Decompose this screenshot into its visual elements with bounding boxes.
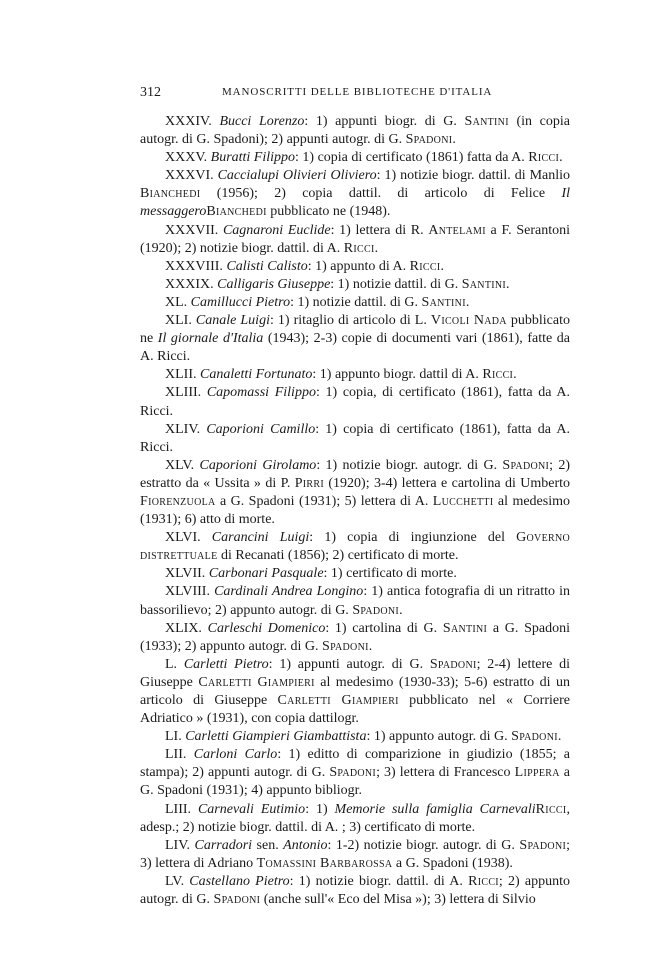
running-title: MANOSCRITTI DELLE BIBLIOTECHE D'ITALIA (222, 86, 493, 98)
entry (140, 801, 570, 837)
author-name: Santini (421, 294, 466, 310)
entry-text: ; 2) estratto da « Ussita » di P. (140, 457, 571, 491)
entry-name: Carancini Luigi (211, 530, 310, 546)
entry-text: : 1) copia di certificato (1861) fatta da A. (295, 150, 529, 166)
entry-text: a G. Spadoni (1938). (392, 855, 513, 871)
entry-name: Carleschi Domenico (207, 620, 326, 636)
entry-text: pubblicato ne (266, 204, 350, 220)
italic-title: Il giornale d'Italia (157, 331, 264, 347)
author-name: Ricci (535, 801, 567, 817)
entry-name: Cagnaroni Euclide (222, 222, 331, 238)
author-name: Santini (442, 620, 488, 636)
entry-number: XLVII. (165, 566, 206, 582)
entry (140, 366, 570, 384)
entry-text: : 1) notizie biogr. dattil. di A. (289, 873, 469, 889)
entry-text: (1948). (349, 204, 391, 220)
entry-text: ; 2-4) lettere di Giuseppe (140, 656, 570, 690)
entry (140, 384, 570, 420)
entry (140, 276, 570, 294)
author-name: Lucchetti (432, 493, 494, 509)
entry-text: . (506, 276, 510, 292)
entry-number: XXXV. (165, 150, 208, 166)
entry (140, 149, 570, 167)
entry-text: : 1) appunto biogr. dattil di A. (312, 367, 483, 383)
entry-text: a G. Spadoni (1931); 5) lettera di A. (215, 493, 433, 509)
author-name: Spadoni (213, 892, 261, 908)
entry-text: pubblicato ne (140, 313, 570, 347)
author-name: Ricci (409, 258, 441, 274)
entry-text: pubblicato nel « Corriere Adriatico » (1931), con copia dattilogr. (140, 693, 570, 727)
entry-number: XLVIII. (165, 584, 210, 600)
entry-text: (anche sull'« Eco del Misa »); 3) lettera di Silvio (260, 892, 536, 908)
entry-number: XLVI. (165, 530, 201, 546)
entry-number: L. (165, 656, 178, 672)
author-name: Santini (464, 114, 509, 129)
entry-text: : 1) copia di certificato (1861), fatta da A. Ricci. (140, 421, 570, 455)
entry-name: Carloni Carlo (193, 747, 278, 763)
entry-name: Carletti Giampieri Giambattista (185, 729, 367, 745)
entry-text: ; 3) lettera di Adriano (140, 837, 570, 871)
entry-number: LIV. (165, 837, 191, 853)
author-name: Spadoni (321, 638, 369, 654)
entry-name: Canaletti Fortunato (200, 367, 313, 383)
entry-number: XLIX. (165, 620, 202, 636)
entry-text: (in copia autogr. di G. Spadoni); 2) appunti autogr. di G. (140, 114, 570, 148)
author-name: Spadoni (329, 765, 377, 781)
entry-name: Carletti Pietro (183, 656, 269, 672)
entry-number: XLII. (165, 367, 197, 383)
entry-name: Antonio (283, 837, 328, 853)
author-name: Spadoni (405, 132, 453, 148)
entry (140, 258, 570, 276)
entry-text: . (557, 729, 562, 745)
entry (140, 312, 570, 366)
entry-text: a G. Spadoni (1931); 4) appunto bibliogr. (140, 765, 571, 799)
entry-text: (1920); 3-4) lettera e cartolina di Umberto (324, 475, 571, 491)
entry-name: Carbonari Pasquale (208, 566, 324, 582)
entry-number: LIII. (165, 801, 192, 817)
entry-text: . (559, 150, 563, 166)
entry-number: LII. (165, 747, 187, 763)
entry-text: : 1) notizie dattil. di G. (330, 276, 462, 292)
author-name: Ricci (343, 240, 375, 256)
entry-text: a F. Serantoni (1920); 2) notizie biogr. dattil. di A. (140, 222, 570, 256)
entry-number: XLIII. (165, 385, 202, 401)
entry-text: sen. (252, 837, 284, 853)
entry-text: di Recanati (1856); 2) certificato di morte. (217, 548, 459, 564)
entry-name: Carnevali Eutimio (197, 801, 306, 817)
entry-number: XXXVI. (165, 168, 214, 184)
author-name: Bianchedi (140, 186, 201, 202)
author-name: Antelami (428, 222, 486, 238)
entry-text: ; 3) certificato di morte. (341, 819, 476, 835)
entry-name: Caccialupi Olivieri Oliviero (217, 168, 377, 184)
entry-text: ; 3) lettera di Francesco (376, 765, 515, 781)
entry-text: . (440, 258, 444, 274)
author-name: Carletti Giampieri (198, 674, 315, 690)
author-name: Spadoni (352, 602, 400, 618)
entry-number: XLIV. (165, 421, 201, 437)
entry-number: XLV. (165, 457, 195, 473)
entry-text: : 1) appunto autogr. di G. (366, 729, 512, 745)
entry (140, 728, 570, 746)
author-name: Governo distrettuale (140, 530, 570, 564)
entry-text: : 1) certificato di morte. (323, 566, 457, 582)
entry-text: al medesimo (1931); 6) atto di morte. (140, 493, 570, 528)
entry-text: : 1) editto di comparizione in giudizio (1855; a stampa); 2) appunti autogr. di G. (140, 747, 570, 781)
entry-text: : 1) antica fotografia di un ritratto in bassorilievo; 2) appunto autogr. di G. (140, 584, 570, 618)
entry-number: LV. (165, 873, 185, 889)
entry-text: : 1) copia, di certificato (1861), fatta da A. Ricci. (140, 385, 570, 419)
entry-text: : 1) appunti autogr. di G. (268, 656, 430, 672)
entry-name: Caporioni Girolamo (199, 457, 317, 473)
author-name: Santini (461, 276, 507, 292)
entry-number: XXXVIII. (165, 258, 223, 274)
entry (140, 222, 570, 258)
entry-text: a G. Spadoni (1933); 2) appunto autogr. di G. (140, 620, 571, 654)
entry-text: : 1) (305, 801, 335, 817)
author-name: Spadoni (502, 457, 550, 473)
entry-number: LI. (165, 729, 182, 745)
entry (140, 294, 570, 312)
entry-text: (1956); 2) copia dattil. di articolo di Felice (200, 186, 562, 202)
author-name: Pirri (294, 475, 324, 491)
entry-text: (1943); 2-3) copie di documenti vari (1861), fatte da A. Ricci. (140, 331, 570, 365)
entry-text: : 1) ritaglio di articolo di L. (269, 313, 431, 329)
entry (140, 421, 570, 457)
author-name: Tomassini Barbarossa (256, 855, 393, 871)
entry (140, 113, 570, 149)
italic-title: Memorie sulla famiglia Carnevali (334, 801, 536, 817)
entry (140, 565, 570, 583)
entry (140, 837, 570, 873)
page-number: 312 (140, 85, 161, 100)
entry-name: Castellano Pietro (189, 873, 290, 889)
entry-name: Camillucci Pietro (190, 294, 291, 310)
entry-text: : 1) notizie biogr. autogr. di G. (316, 457, 503, 473)
entry (140, 583, 570, 619)
author-name: Lippera (514, 765, 560, 781)
author-name: Ricci (528, 150, 560, 166)
author-name: Spadoni (429, 656, 477, 672)
entry-text: . (452, 132, 456, 148)
entry-text: : 1) copia di ingiunzione del (309, 530, 517, 546)
entry-list (140, 113, 570, 909)
entry-text: ; 2) appunto autogr. di G. (140, 873, 571, 908)
entry (140, 746, 570, 800)
entry (140, 529, 570, 565)
entry-name: Buratti Filippo (210, 150, 296, 166)
entry-number: XL. (165, 294, 188, 310)
author-name: Bianchedi (206, 204, 267, 220)
entry-text: : 1) appunti biogr. di G. (304, 114, 465, 129)
author-name: Spadoni (519, 837, 567, 853)
entry-text: : 1) notizie dattil. di G. (290, 294, 422, 310)
entry-text: : 1) appunto di A. (307, 258, 410, 274)
entry-name: Bucci Lorenzo (219, 114, 305, 129)
entry-text: , adesp.; 2) notizie biogr. dattil. di A. (140, 801, 571, 835)
entry-name: Calisti Calisto (226, 258, 308, 274)
entry-number: XXXIX. (165, 276, 214, 292)
author-name: Carletti Giampieri (277, 693, 399, 708)
entry (140, 873, 570, 909)
author-name: Ricci (482, 367, 514, 383)
entry-text: : 1-2) notizie biogr. autogr. di G. (327, 837, 520, 853)
entry (140, 457, 570, 529)
author-name: Fiorenzuola (140, 493, 216, 509)
entry (140, 656, 570, 728)
entry-name: Cardinali Andrea Longino (214, 584, 364, 600)
author-name: Spadoni (511, 729, 558, 745)
entry (140, 167, 570, 221)
entry-text: : 1) lettera di R. (330, 222, 429, 238)
entry-name: Caporioni Camillo (206, 421, 316, 437)
author-name: Vicoli Nada (430, 313, 507, 329)
entry-text: . (368, 638, 373, 654)
entry-text: al medesimo (1930-33); 5-6) estratto di un articolo di Giuseppe (140, 674, 570, 708)
entry-name: Canale Luigi (195, 313, 270, 329)
author-name: Ricci (468, 873, 499, 889)
entry-number: XXXVII. (165, 222, 219, 238)
page-header (140, 85, 570, 103)
entry-number: XXXIV. (165, 114, 212, 129)
italic-title: Il messaggero (140, 186, 570, 220)
entry-number: XLI. (165, 313, 192, 329)
entry-name: Capomassi Filippo (206, 385, 316, 401)
entry-name: Calligaris Giuseppe (217, 276, 331, 292)
entry-text: . (399, 602, 403, 618)
entry-text: . (374, 240, 379, 256)
entry-text: : 1) cartolina di G. (325, 620, 443, 636)
entry (140, 620, 570, 656)
entry-name: Carradori (194, 837, 253, 853)
entry-text: . (513, 367, 517, 383)
entry-text: . (465, 294, 470, 310)
entry-text: : 1) notizie biogr. dattil. di Manlio (376, 168, 571, 184)
